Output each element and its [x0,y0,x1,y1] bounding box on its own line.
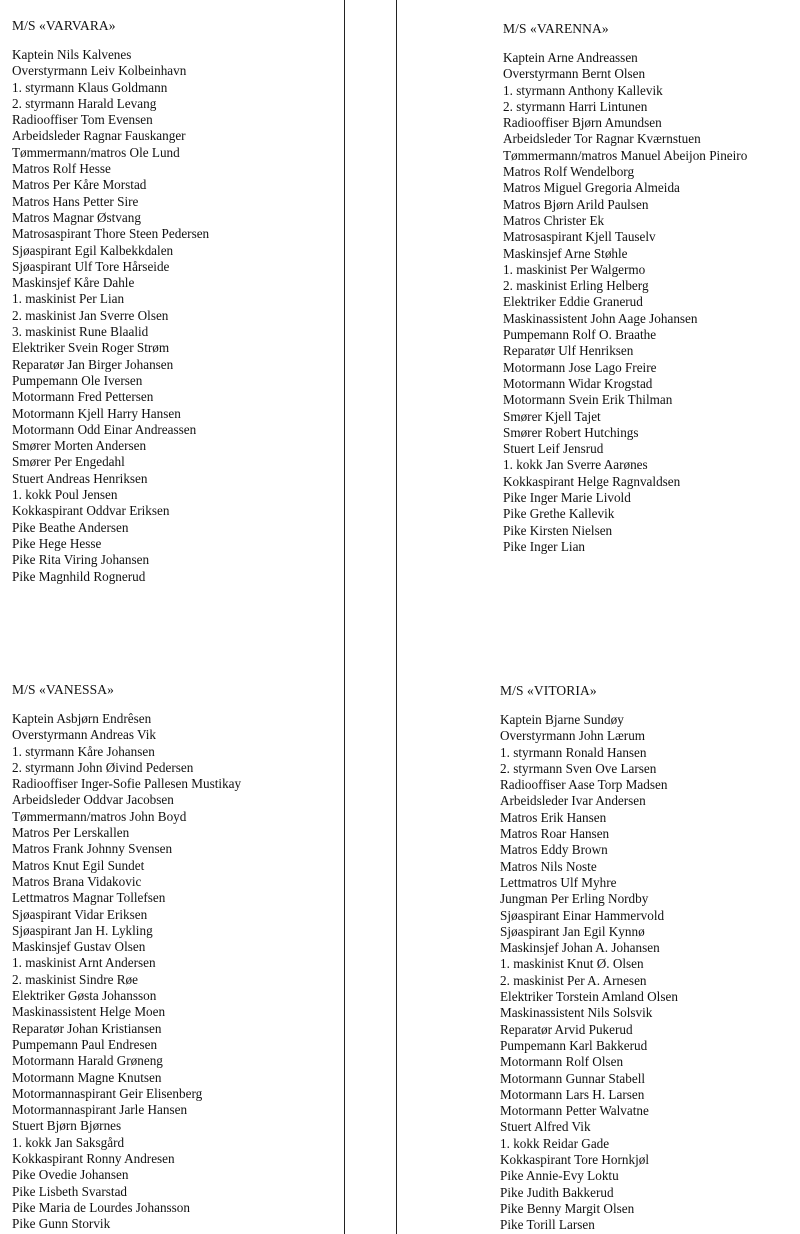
crew-member: Arbeidsleder Oddvar Jacobsen [12,792,174,808]
crew-member: Tømmermann/matros Ole Lund [12,144,180,160]
crew-member: 1. maskinist Per Walgermo [503,261,646,277]
crew-member: Radiooffiser Tom Evensen [12,112,153,128]
crew-member: Pumpemann Paul Endresen [12,1036,158,1052]
crew-member: Matros Miguel Gregoria Almeida [503,180,680,196]
crew-member: Kokkaspirant Tore Hornkjøl [500,1152,649,1168]
crew-member: Maskinassistent Helge Moen [12,1004,166,1020]
crew-members [12,711,241,1233]
crew-member: Matros Magnar Østvang [12,209,141,225]
crew-member: Motormann Svein Erik Thilman [503,392,673,408]
crew-member: 1. kokk Reidar Gade [500,1135,610,1151]
crew-member: 1. styrmann Anthony Kallevik [503,82,663,98]
crew-member: Maskinsjef Johan A. Johansen [500,940,660,956]
crew-member: Smører Robert Hutchings [503,424,639,440]
crew-member: Pike Magnhild Rognerud [12,568,146,584]
crew-member: 3. maskinist Rune Blaalid [12,324,149,340]
crew-member: Kokkaspirant Ronny Andresen [12,1151,175,1167]
crew-member: Pike Annie-Evy Loktu [500,1168,619,1184]
crew-member: 1. styrmann Kåre Johansen [12,743,155,759]
crew-member: Matros Erik Hansen [500,809,607,825]
crew-member: Matros Nils Noste [500,858,597,874]
crew-member: Matros Roar Hansen [500,826,610,842]
crew-member: Pike Rita Viring Johansen [12,552,150,568]
ship-title: M/S «VARENNA» [503,21,609,36]
crew-member: Sjøaspirant Egil Kalbekkdalen [12,242,174,258]
crew-member: Kokkaspirant Helge Ragnvaldsen [503,473,681,489]
crew-member: Elektriker Gøsta Johansson [12,988,157,1004]
crew-list-vitoria [500,682,678,1234]
crew-member: Sjøaspirant Ulf Tore Hårseide [12,258,170,274]
crew-member: Matros Rolf Wendelborg [503,164,635,180]
crew-member: 1. maskinist Arnt Andersen [12,955,156,971]
crew-member: 1. kokk Jan Saksgård [12,1134,125,1150]
crew-member: Pike Inger Marie Livold [503,490,631,506]
crew-member: Pike Hege Hesse [12,535,102,551]
crew-member: Radiooffiser Inger-Sofie Pallesen Mustikay [12,776,242,792]
crew-member: Arbeidsleder Ivar Andersen [500,793,646,809]
crew-member: Matros Frank Johnny Svensen [12,841,173,857]
crew-member: Matros Knut Egil Sundet [12,857,145,873]
crew-member: Motormannaspirant Geir Elisenberg [12,1085,203,1101]
crew-member: Kaptein Asbjørn Endrêsen [12,711,152,726]
crew-member: Pike Gunn Storvik [12,1216,111,1232]
crew-member: Motormann Kjell Harry Hansen [12,405,181,421]
crew-member: Kokkaspirant Oddvar Eriksen [12,503,170,519]
crew-member: 1. styrmann Klaus Goldmann [12,79,168,95]
crew-member: Pike Ovedie Johansen [12,1167,129,1183]
crew-members [503,50,747,555]
crew-member: Sjøaspirant Einar Hammervold [500,907,665,923]
crew-member: 2. maskinist Per A. Arnesen [500,972,647,988]
crew-member: Stuert Andreas Henriksen [12,470,148,486]
crew-member: Radiooffiser Bjørn Amundsen [503,115,662,131]
crew-member: Matros Hans Petter Sire [12,193,139,209]
crew-member: Pumpemann Ole Iversen [12,372,143,388]
crew-member: Pumpemann Rolf O. Braathe [503,327,657,343]
crew-member: Tømmermann/matros Manuel Abeijon Pineiro [503,147,748,163]
crew-member: Pike Inger Lian [503,538,586,554]
crew-list-vanessa [12,681,241,1233]
crew-member: Arbeidsleder Tor Ragnar Kværnstuen [503,131,701,147]
crew-member: Stuert Leif Jensrud [503,441,604,457]
crew-member: 2. maskinist Jan Sverre Olsen [12,307,169,323]
crew-member: Motormann Gunnar Stabell [500,1070,646,1086]
crew-member: Pike Lisbeth Svarstad [12,1183,128,1199]
crew-list-varvara [12,17,209,585]
crew-member: 1. styrmann Ronald Hansen [500,744,647,760]
crew-member: Lettmatros Ulf Myhre [500,874,617,890]
crew-member: Smører Per Engedahl [12,454,125,470]
crew-member: Motormann Petter Walvatne [500,1103,649,1119]
crew-member: Elektriker Eddie Granerud [503,294,643,310]
crew-member: Sjøaspirant Vidar Eriksen [12,906,148,922]
crew-member: Stuert Alfred Vik [500,1119,591,1135]
crew-member: Motormann Jose Lago Freire [503,359,657,375]
crew-member: Maskinassistent Nils Solsvik [500,1005,653,1021]
crew-member: Motormann Magne Knutsen [12,1069,162,1085]
crew-member: Elektriker Torstein Amland Olsen [500,989,678,1005]
crew-member: Maskinsjef Kåre Dahle [12,275,135,291]
crew-member: Matrosaspirant Thore Steen Pedersen [12,226,210,242]
crew-member: Pike Grethe Kallevik [503,506,615,522]
crew-member: Pumpemann Karl Bakkerud [500,1037,648,1053]
crew-member: Motormann Odd Einar Andreassen [12,421,197,437]
crew-member: Reparatør Arvid Pukerud [500,1021,633,1037]
crew-member: 1. maskinist Knut Ø. Olsen [500,956,644,972]
crew-member: 1. kokk Jan Sverre Aarønes [503,457,648,473]
crew-member: Motormann Fred Pettersen [12,389,154,405]
crew-member: Overstyrmann Bernt Olsen [503,66,646,82]
crew-member: Kaptein Nils Kalvenes [12,47,132,62]
crew-member: Reparatør Jan Birger Johansen [12,356,174,372]
crew-member: 2. styrmann Harald Levang [12,95,157,111]
crew-member: Matros Bjørn Arild Paulsen [503,196,649,212]
crew-member: Motormann Rolf Olsen [500,1054,624,1070]
crew-member: Overstyrmann John Lærum [500,728,646,744]
crew-member: Motormann Harald Grøneng [12,1053,163,1069]
ship-title: M/S «VARVARA» [12,18,116,33]
crew-member: Sjøaspirant Jan H. Lykling [12,922,153,938]
crew-member: Pike Maria de Lourdes Johansson [12,1199,190,1215]
crew-member: Kaptein Bjarne Sundøy [500,712,624,727]
crew-member: Motormannaspirant Jarle Hansen [12,1102,188,1118]
crew-member: 2. maskinist Sindre Røe [12,971,139,987]
crew-member: Sjøaspirant Jan Egil Kynnø [500,923,645,939]
crew-list-varenna [503,20,747,555]
crew-member: Matros Brana Vidakovic [12,873,142,889]
crew-member: Overstyrmann Leiv Kolbeinhavn [12,63,187,79]
crew-member: Reparatør Ulf Henriksen [503,343,634,359]
crew-member: Pike Beathe Andersen [12,519,129,535]
crew-member: Pike Kirsten Nielsen [503,522,613,538]
crew-member: Pike Benny Margit Olsen [500,1200,635,1216]
crew-member: Pike Judith Bakkerud [500,1184,614,1200]
crew-member: Reparatør Johan Kristiansen [12,1020,162,1036]
crew-member: 2. styrmann Harri Lintunen [503,98,648,114]
ship-title: M/S «VANESSA» [12,682,114,697]
column-divider-right [396,0,397,1234]
crew-member: Arbeidsleder Ragnar Fauskanger [12,128,186,144]
crew-member: Radiooffiser Aase Torp Madsen [500,777,668,793]
crew-member: Maskinsjef Gustav Olsen [12,939,146,955]
crew-member: 2. styrmann John Øivind Pedersen [12,759,194,775]
crew-member: Pike Torill Larsen [500,1217,595,1233]
crew-member: 1. kokk Poul Jensen [12,487,118,503]
crew-member: Smører Morten Andersen [12,438,147,454]
crew-member: Smører Kjell Tajet [503,408,601,424]
crew-member: Matros Per Lerskallen [12,825,130,841]
crew-member: Matros Per Kåre Morstad [12,177,147,193]
crew-member: Kaptein Arne Andreassen [503,50,638,65]
crew-member: Matros Eddy Brown [500,842,608,858]
column-divider-left [344,0,345,1234]
crew-member: Maskinassistent John Aage Johansen [503,310,698,326]
crew-member: Matrosaspirant Kjell Tauselv [503,229,656,245]
crew-member: Stuert Bjørn Bjørnes [12,1118,122,1134]
crew-member: Elektriker Svein Roger Strøm [12,340,170,356]
crew-member: 1. maskinist Per Lian [12,291,125,307]
crew-member: Jungman Per Erling Nordby [500,891,649,907]
crew-member: Lettmatros Magnar Tollefsen [12,890,166,906]
crew-member: Matros Rolf Hesse [12,161,111,177]
crew-member: Matros Christer Ek [503,212,605,228]
crew-member: 2. styrmann Sven Ove Larsen [500,760,657,776]
crew-members [12,47,209,585]
crew-member: Motormann Lars H. Larsen [500,1086,645,1102]
crew-member: Tømmermann/matros John Boyd [12,808,187,824]
crew-member: Motormann Widar Krogstad [503,375,653,391]
crew-member: 2. maskinist Erling Helberg [503,278,649,294]
crew-member: Overstyrmann Andreas Vik [12,727,156,743]
ship-title: M/S «VITORIA» [500,683,597,698]
crew-member: Maskinsjef Arne Støhle [503,245,628,261]
crew-members [500,712,678,1234]
